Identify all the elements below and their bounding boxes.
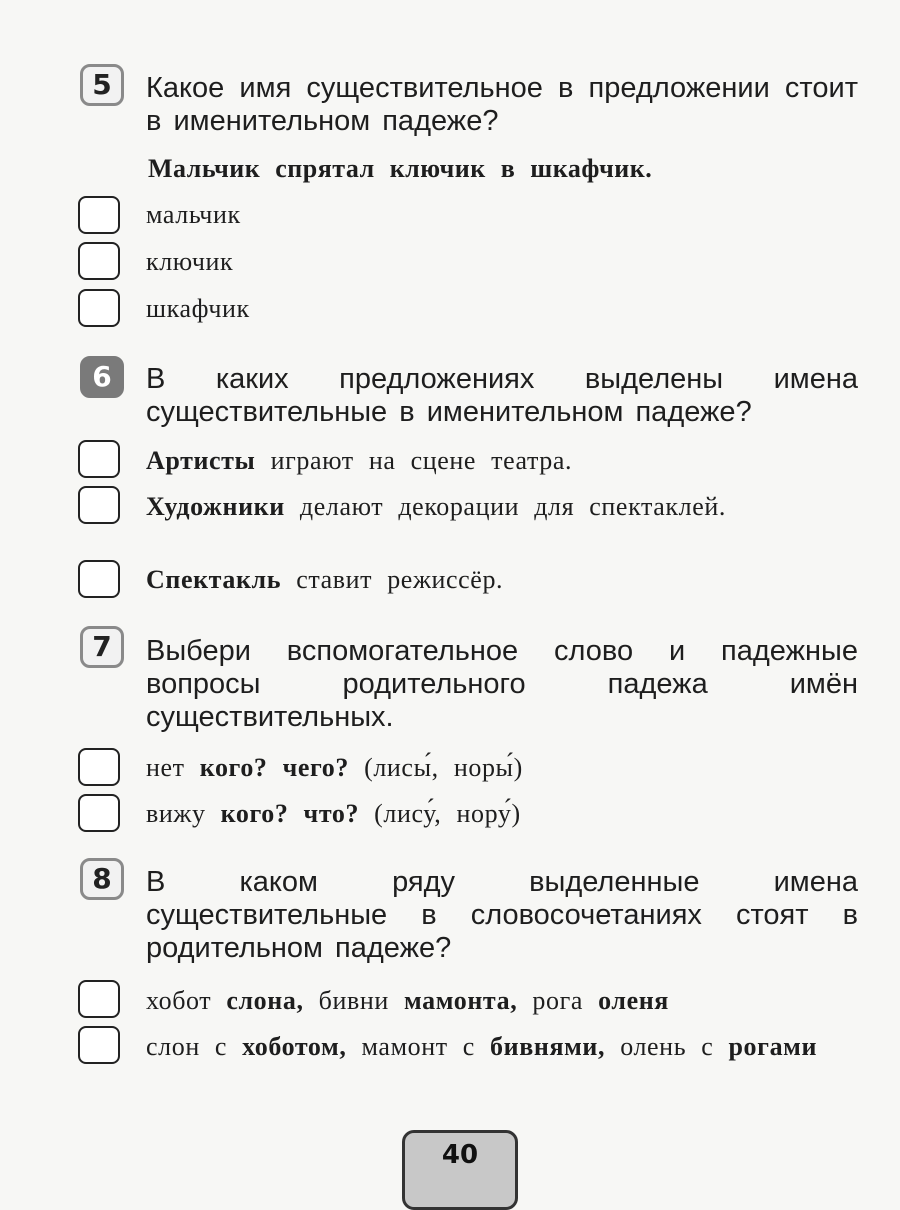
answer-text: ключик xyxy=(146,247,234,276)
highlighted-noun: рогами xyxy=(728,1032,818,1061)
answer-text xyxy=(146,444,858,477)
answer-checkbox[interactable] xyxy=(78,440,120,478)
answer-text xyxy=(146,751,858,784)
answer-checkbox[interactable] xyxy=(78,289,120,327)
answer-checkbox[interactable] xyxy=(78,980,120,1018)
examples: (лису́, нору́) xyxy=(359,799,521,828)
answer-text: мальчик xyxy=(146,200,241,229)
highlighted-noun: Художники xyxy=(146,492,285,521)
option-plain-text: хобот xyxy=(146,986,227,1015)
question-text: Выбери вспомогательное слово и падежные вопросы родительного падежа имён существительных. xyxy=(146,635,858,733)
option-rest-text: делают декорации для спектаклей. xyxy=(284,492,726,521)
option-plain-text: бивни xyxy=(303,986,405,1015)
case-questions: кого? чего? xyxy=(199,753,349,782)
question-number-badge: 8 xyxy=(80,858,124,900)
answer-checkbox[interactable] xyxy=(78,748,120,786)
option-plain-text: олень с xyxy=(605,1032,729,1061)
highlighted-noun: Спектакль xyxy=(146,565,282,594)
question-text: В каких предложениях выделены имена существительные в именительном падеже? xyxy=(146,363,858,428)
answer-checkbox[interactable] xyxy=(78,242,120,280)
answer-text xyxy=(146,797,858,830)
auxiliary-word: вижу xyxy=(146,799,221,828)
example-sentence: Мальчик спрятал ключик в шкафчик. xyxy=(148,154,653,183)
answer-text: шкафчик xyxy=(146,294,250,323)
option-plain-text: мамонт с xyxy=(346,1032,491,1061)
answer-checkbox[interactable] xyxy=(78,486,120,524)
answer-checkbox[interactable] xyxy=(78,196,120,234)
answer-checkbox[interactable] xyxy=(78,560,120,598)
highlighted-noun: Артисты xyxy=(146,446,256,475)
page-number: 40 xyxy=(402,1130,518,1210)
highlighted-noun: слона, xyxy=(226,986,304,1015)
highlighted-noun: хоботом, xyxy=(242,1032,347,1061)
question-text: В каком ряду выделенные имена существительные в словосочетаниях стоят в родительном падеже? xyxy=(146,866,858,964)
answer-checkbox[interactable] xyxy=(78,794,120,832)
answer-text xyxy=(146,563,858,596)
highlighted-noun: оленя xyxy=(598,986,669,1015)
question-number-badge: 6 xyxy=(80,356,124,398)
question-number-badge: 7 xyxy=(80,626,124,668)
answer-text xyxy=(146,1030,858,1063)
question-text: Какое имя существительное в предложении стоит в именительном падеже? xyxy=(146,72,858,137)
answer-text xyxy=(146,490,858,523)
examples: (лисы́, норы́) xyxy=(348,753,523,782)
answer-checkbox[interactable] xyxy=(78,1026,120,1064)
option-plain-text: слон с xyxy=(146,1032,243,1061)
question-number-badge: 5 xyxy=(80,64,124,106)
highlighted-noun: мамонта, xyxy=(404,986,518,1015)
option-plain-text: рога xyxy=(517,986,599,1015)
highlighted-noun: бивнями, xyxy=(490,1032,606,1061)
option-rest-text: ставит режиссёр. xyxy=(281,565,504,594)
answer-text xyxy=(146,984,858,1017)
case-questions: кого? что? xyxy=(220,799,360,828)
auxiliary-word: нет xyxy=(146,753,200,782)
option-rest-text: играют на сцене театра. xyxy=(255,446,573,475)
